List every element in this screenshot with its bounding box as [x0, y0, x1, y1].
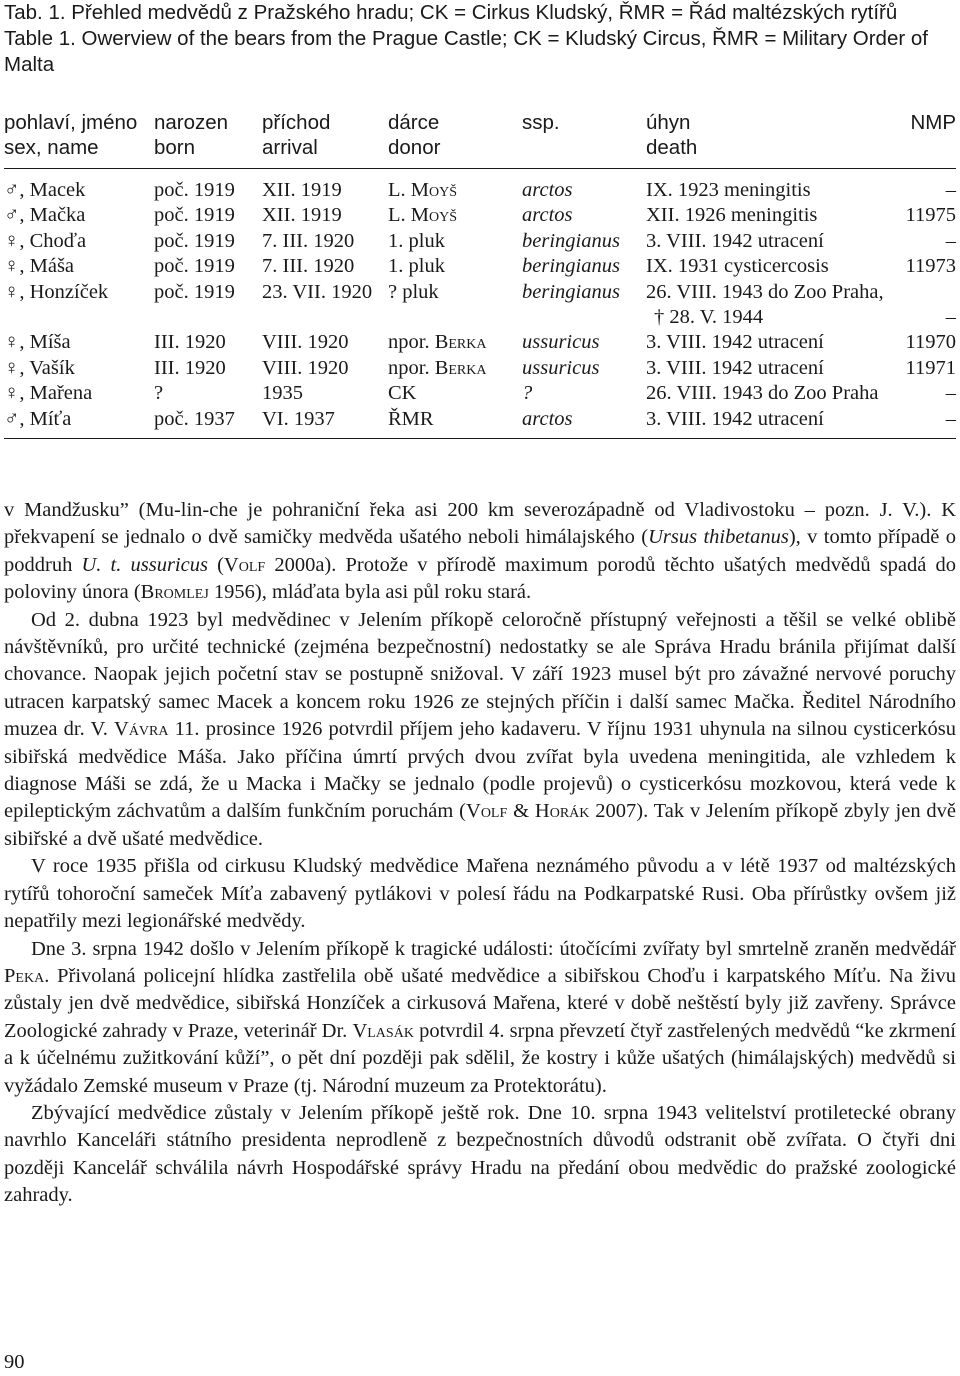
author-name: Vlasák	[352, 1019, 414, 1042]
subspecies-value: beringianus	[522, 280, 620, 303]
cell-sex-name	[4, 381, 154, 406]
nmp-value: 11971	[905, 356, 956, 379]
separator: ,	[19, 280, 30, 303]
cell-arrival	[262, 280, 388, 305]
text-run: 11. prosince 1926 potvrdil příjem jeho kadaveru. V říjnu 1931 uhynula na silnou cysticerkósu sibiřská medvědice Máša. Jako příčina úmrtí prvých dvou zvířat byla uvedena meningitida, ale vzhledem k diagnose Máši se zdá, že u Macka i Mačky se jednalo (podle projevů) o cysticerkósu mozkovou, která vede k epileptickým záchvatům a dalším funkčním poruchám (	[4, 718, 957, 823]
text-run: Od 2. dubna 1923 byl medvědinec v Jelením příkopě celoročně přístupný veřejnosti a těšil se velké oblibě návštěvníků, pro určité technické (zejména bezpečnostní) nedostatky se ale Správa Hradu bránila přijímat další chovance. Naopak jejich početní stav se postupně snižoval. V září 1923 musel být pro závažné nervové poruchy utracen karpatský samec Macek a koncem roku 1926 ze stejných příčin i další samec Mačka. Ředitel Národního muzea dr. V.	[4, 608, 956, 741]
cell-sex-name	[4, 229, 154, 254]
table-row	[4, 407, 956, 439]
table-row	[4, 169, 956, 204]
cell-donor	[388, 407, 522, 439]
death-value: 26. VIII. 1943 do Zoo Praha	[646, 382, 879, 405]
paragraph	[4, 936, 956, 1100]
cell-sex-name	[4, 203, 154, 228]
cell-nmp	[896, 203, 956, 228]
donor-name: Berka	[434, 356, 487, 379]
separator: ,	[19, 356, 30, 379]
arrival-value: VI. 1937	[262, 407, 335, 430]
header-cell: narozen	[154, 111, 229, 134]
arrival-value: VIII. 1920	[262, 331, 349, 354]
sex-symbol-icon: ♀	[4, 382, 20, 405]
separator: ,	[19, 382, 30, 405]
cell-subspecies	[522, 169, 646, 204]
arrival-value: XII. 1919	[262, 204, 342, 227]
born-value: poč. 1919	[154, 204, 235, 227]
death-value: 3. VIII. 1942 utracení	[646, 229, 824, 252]
donor-prefix: CK	[388, 382, 417, 405]
table-row	[4, 203, 956, 228]
author-name: Horák	[534, 800, 590, 823]
nmp-value: 11973	[905, 255, 956, 278]
cell-subspecies	[522, 330, 646, 355]
cell-death	[646, 203, 896, 228]
cell-subspecies	[522, 305, 646, 330]
cell-nmp	[896, 330, 956, 355]
arrival-value: 1935	[262, 382, 303, 405]
subspecies-value: arctos	[522, 204, 573, 227]
born-value: poč. 1919	[154, 179, 235, 201]
born-value: poč. 1937	[154, 407, 235, 430]
born-value: poč. 1919	[154, 229, 235, 252]
sex-symbol-icon: ♀	[4, 280, 20, 303]
header-cell: born	[154, 135, 262, 169]
bears-table	[4, 108, 956, 439]
cell-sex-name	[4, 407, 154, 439]
author-name: Bromlej	[140, 581, 209, 604]
bear-name: Máša	[29, 255, 75, 278]
arrival-value: VIII. 1920	[262, 356, 349, 379]
donor-prefix: L.	[388, 204, 411, 227]
cell-death	[646, 305, 896, 330]
cell-born	[154, 381, 262, 406]
article-body	[4, 497, 956, 1210]
cell-born	[154, 169, 262, 204]
born-value: ?	[154, 382, 164, 405]
cell-born	[154, 203, 262, 228]
cell-donor	[388, 280, 522, 305]
arrival-value: 7. III. 1920	[262, 255, 355, 278]
bear-name: Míša	[29, 331, 71, 354]
arrival-value: 7. III. 1920	[262, 229, 355, 252]
donor-name: Berka	[434, 331, 487, 354]
italic-text: Ursus thibetanus	[648, 526, 789, 549]
cell-death	[646, 169, 896, 204]
table-row	[4, 330, 956, 355]
table-caption	[4, 0, 956, 78]
header-cell: death	[646, 135, 896, 169]
cell-sex-name	[4, 280, 154, 305]
caption-czech: Tab. 1. Přehled medvědů z Pražského hradu; CK = Cirkus Kludský, ŘMR = Řád maltézských rytířů	[4, 1, 898, 24]
caption-english: Table 1. Owerview of the bears from the Prague Castle; CK = Kludský Circus, ŘMR = Military Order of Malta	[4, 27, 928, 76]
death-value: 3. VIII. 1942 utracení	[646, 331, 824, 354]
donor-prefix: 1. pluk	[388, 229, 445, 252]
header-cell: úhyn	[646, 111, 691, 134]
donor-name: Moyš	[410, 179, 458, 201]
separator: ,	[19, 204, 30, 227]
cell-death	[646, 407, 896, 439]
table-body	[4, 169, 956, 439]
cell-arrival	[262, 330, 388, 355]
cell-subspecies	[522, 280, 646, 305]
cell-born	[154, 229, 262, 254]
cell-subspecies	[522, 254, 646, 279]
text-run: Dne 3. srpna 1942 došlo v Jelením příkopě k tragické události: útočícími zvířaty byl smrtelně zraněn medvědář	[31, 937, 956, 960]
author-name: Vávra	[114, 718, 169, 741]
table-row	[4, 381, 956, 406]
born-value: poč. 1919	[154, 280, 235, 303]
sex-symbol-icon: ♀	[4, 255, 20, 278]
arrival-value: 23. VII. 1920	[262, 280, 373, 303]
cell-death	[646, 254, 896, 279]
cell-donor	[388, 305, 522, 330]
cell-sex-name	[4, 305, 154, 330]
text-run: . Přivolaná policejní hlídka zastřelila obě ušaté medvědice a sibiřskou Choďu i karpatského Míťu. Na živu zůstaly jen dvě medvědice, sibiřská Honzíček a cirkusová Mařena, které v době neštěstí byly již zavřeny. Správce Zoologické zahrady v Praze, veterinář Dr.	[4, 964, 956, 1042]
bear-name: Mačka	[29, 204, 86, 227]
text-run: ), v tomto případě o poddruh	[4, 526, 957, 576]
text-run: 1956), mláďata byla asi půl roku stará.	[208, 581, 532, 604]
table-row	[4, 280, 956, 305]
nmp-value: –	[945, 382, 956, 405]
text-run: (	[207, 553, 224, 576]
text-run: &	[507, 800, 535, 823]
subspecies-value: ?	[522, 382, 533, 405]
cell-arrival	[262, 229, 388, 254]
subspecies-value: ussuricus	[522, 356, 600, 379]
donor-prefix: 1. pluk	[388, 255, 445, 278]
cell-death	[646, 330, 896, 355]
born-value: poč. 1919	[154, 255, 235, 278]
arrival-value: XII. 1919	[262, 179, 342, 201]
death-value: IX. 1931 cysticercosis	[646, 255, 829, 278]
page-number: 90	[4, 1351, 25, 1373]
table-row	[4, 305, 956, 330]
header-cell	[896, 135, 956, 169]
separator: ,	[19, 229, 30, 252]
cell-nmp	[896, 229, 956, 254]
sex-symbol-icon: ♀	[4, 229, 20, 252]
text-run: v Mandžusku” (Mu-lin-che je pohraniční řeka asi 200 km severozápadně od Vladivostoku – pozn. J. V.). K překvapení se jednalo o dvě samičky medvěda ušatého neboli himálajského (	[4, 499, 956, 549]
death-value: 26. VIII. 1943 do Zoo Praha,	[646, 280, 884, 303]
header-cell: ssp.	[522, 111, 560, 134]
subspecies-value: arctos	[522, 407, 573, 430]
paragraph	[4, 853, 956, 935]
separator: ,	[19, 255, 30, 278]
cell-subspecies	[522, 203, 646, 228]
bear-name: Vašík	[29, 356, 75, 379]
nmp-value: 11975	[905, 204, 956, 227]
cell-arrival	[262, 305, 388, 330]
cell-donor	[388, 203, 522, 228]
table-row	[4, 356, 956, 381]
paragraph	[4, 607, 956, 854]
cell-arrival	[262, 254, 388, 279]
death-value: IX. 1923 meningitis	[646, 179, 811, 201]
nmp-value: 11970	[905, 331, 956, 354]
cell-arrival	[262, 407, 388, 439]
paragraph	[4, 1100, 956, 1210]
separator: ,	[19, 331, 30, 354]
death-value: XII. 1926 meningitis	[646, 204, 818, 227]
table-row	[4, 254, 956, 279]
text-run: Zbývající medvědice zůstaly v Jelením příkopě ještě rok. Dne 10. srpna 1943 velitelství protiletecké obrany navrhlo Kanceláři státního presidenta neprodleně z bezpečnostních důvodů odstranit obě zvířata. O čtyři dni později Kancelář schválila návrh Hospodářské správy Hradu na předání obou medvědic do pražské zoologické zahrady.	[4, 1101, 956, 1207]
donor-prefix: ? pluk	[388, 280, 439, 303]
nmp-value: –	[945, 407, 956, 430]
cell-sex-name	[4, 254, 154, 279]
text-run: potvrdil 4. srpna převzetí čtyř zastřelených medvědů “ke zkrmení a k účelnému zužitkování kůží”, o pět dní později pak sdělil, že kostry i kůže ušatých (himálajských) medvědů si vyžádalo Zemské museum v Praze (tj. Národní muzeum za Protektorátu).	[4, 1019, 956, 1097]
author-name: Volf	[223, 553, 266, 576]
cell-donor	[388, 330, 522, 355]
born-value: III. 1920	[154, 331, 226, 354]
header-cell: příchod	[262, 111, 331, 134]
paragraph	[4, 497, 956, 607]
cell-born	[154, 356, 262, 381]
cell-nmp	[896, 305, 956, 330]
nmp-value: –	[945, 229, 956, 252]
sex-symbol-icon: ♂	[4, 179, 20, 201]
header-cell: NMP	[910, 111, 956, 134]
header-row-english	[4, 135, 956, 169]
cell-subspecies	[522, 356, 646, 381]
cell-subspecies	[522, 381, 646, 406]
cell-nmp	[896, 254, 956, 279]
cell-born	[154, 280, 262, 305]
sex-symbol-icon: ♂	[4, 407, 20, 430]
cell-donor	[388, 356, 522, 381]
donor-prefix: L.	[388, 179, 411, 201]
subspecies-value: beringianus	[522, 229, 620, 252]
cell-born	[154, 407, 262, 439]
donor-prefix: npor.	[388, 331, 435, 354]
cell-nmp	[896, 169, 956, 204]
cell-nmp	[896, 381, 956, 406]
cell-sex-name	[4, 169, 154, 204]
bear-name: Choďa	[29, 229, 87, 252]
sex-symbol-icon: ♀	[4, 356, 20, 379]
cell-donor	[388, 381, 522, 406]
header-row-czech	[4, 108, 956, 135]
cell-death	[646, 356, 896, 381]
cell-subspecies	[522, 229, 646, 254]
death-value: 3. VIII. 1942 utracení	[646, 356, 824, 379]
cell-arrival	[262, 169, 388, 204]
donor-prefix: npor.	[388, 356, 435, 379]
cell-death	[646, 280, 896, 305]
death-value: † 28. V. 1944	[654, 306, 764, 329]
text-run: V roce 1935 přišla od cirkusu Kludský medvědice Mařena neznámého původu a v létě 1937 od maltézských rytířů tohoroční sameček Míťa zabavený pytlákovi v polesí řádu na Podkarpatské Rusi. Oba přírůstky ovšem již nepatřily mezi legionářské medvědy.	[4, 855, 956, 933]
cell-arrival	[262, 356, 388, 381]
author-name: Volf	[466, 800, 508, 823]
sex-symbol-icon: ♂	[4, 204, 20, 227]
cell-born	[154, 254, 262, 279]
cell-nmp	[896, 356, 956, 381]
header-cell	[522, 135, 646, 169]
cell-donor	[388, 229, 522, 254]
cell-sex-name	[4, 356, 154, 381]
cell-nmp	[896, 280, 956, 305]
bear-name: Mařena	[29, 382, 93, 405]
italic-text: U. t. ussuricus	[81, 553, 208, 576]
nmp-value: –	[945, 306, 956, 329]
header-cell: pohlaví, jméno	[4, 111, 138, 134]
death-value: 3. VIII. 1942 utracení	[646, 407, 824, 430]
header-cell: donor	[388, 135, 522, 169]
table-row	[4, 229, 956, 254]
cell-sex-name	[4, 330, 154, 355]
nmp-value: –	[945, 179, 956, 201]
text-run: 2007). Tak v Jelením příkopě zbyly jen dvě sibiřské a dvě ušaté medvědice.	[4, 800, 957, 850]
cell-born	[154, 305, 262, 330]
donor-prefix: ŘMR	[388, 407, 434, 430]
separator: ,	[19, 407, 30, 430]
subspecies-value: ussuricus	[522, 331, 600, 354]
cell-arrival	[262, 381, 388, 406]
cell-donor	[388, 254, 522, 279]
born-value: III. 1920	[154, 356, 226, 379]
cell-nmp	[896, 407, 956, 439]
donor-name: Moyš	[410, 204, 458, 227]
subspecies-value: beringianus	[522, 255, 620, 278]
cell-born	[154, 330, 262, 355]
cell-death	[646, 381, 896, 406]
cell-donor	[388, 169, 522, 204]
author-name: Peka	[4, 964, 45, 987]
cell-death	[646, 229, 896, 254]
bear-name: Honzíček	[29, 280, 109, 303]
sex-symbol-icon: ♀	[4, 331, 20, 354]
table-header	[4, 108, 956, 169]
header-cell: sex, name	[4, 135, 154, 169]
bear-name: Macek	[29, 179, 86, 201]
header-cell: arrival	[262, 135, 388, 169]
separator: ,	[19, 179, 30, 201]
subspecies-value: arctos	[522, 179, 573, 201]
cell-arrival	[262, 203, 388, 228]
text-run: 2000a). Protože v přírodě maximum porodů těchto ušatých medvědů spadá do poloviny února (	[4, 553, 957, 604]
header-cell: dárce	[388, 111, 440, 134]
cell-subspecies	[522, 407, 646, 439]
bear-name: Míťa	[29, 407, 72, 430]
